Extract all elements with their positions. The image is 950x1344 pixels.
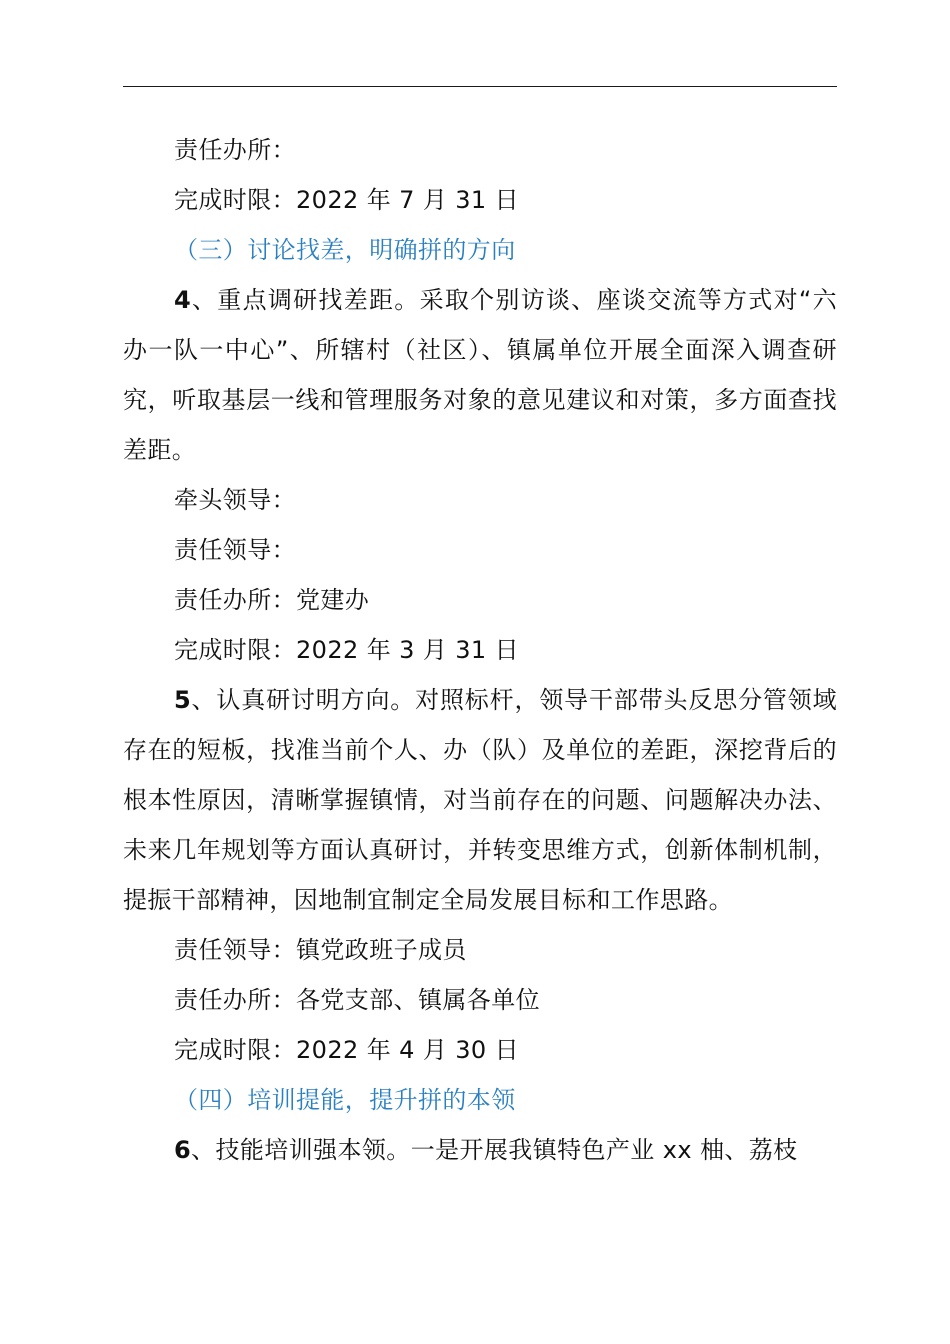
- paragraph-text: 、重点调研找差距。采取个别访谈、座谈交流等方式对“六办一队一中心”、所辖村（社区）、镇属单位开展全面深入调查研究，听取基层一线和管理服务对象的意见建议和对策，多方面查找差距。: [123, 286, 837, 464]
- responsible-office-line: 责任办所：: [174, 136, 296, 164]
- section-heading: （三）讨论找差，明确拼的方向: [174, 236, 516, 264]
- responsible-leader-line: 责任领导：: [174, 536, 296, 564]
- item-number: 5: [174, 686, 192, 714]
- responsible-office-line: 责任办所：各党支部、镇属各单位: [174, 986, 540, 1014]
- responsible-leader-line: 责任领导：镇党政班子成员: [174, 936, 467, 964]
- item-number: 4: [174, 286, 192, 314]
- paragraph-6: [123, 1125, 837, 1175]
- responsible-office-line: 责任办所：党建办: [174, 586, 370, 614]
- deadline-line: 完成时限：2022 年 7 月 31 日: [174, 186, 520, 214]
- deadline-line: 完成时限：2022 年 4 月 30 日: [174, 1036, 520, 1064]
- lead-leader-line: 牵头领导：: [174, 486, 296, 514]
- paragraph-5: [123, 675, 837, 925]
- document-body: [123, 125, 837, 1175]
- item-number: 6: [174, 1136, 192, 1164]
- paragraph-text: 、技能培训强本领。一是开展我镇特色产业 xx 柚、荔枝: [191, 1136, 798, 1164]
- paragraph-4: [123, 275, 837, 475]
- section-heading: （四）培训提能，提升拼的本领: [174, 1086, 516, 1114]
- header-rule: [123, 86, 837, 87]
- paragraph-text: 、认真研讨明方向。对照标杆，领导干部带头反思分管领域存在的短板，找准当前个人、办（队）及单位的差距，深挖背后的根本性原因，清晰掌握镇情，对当前存在的问题、问题解决办法、未来几年规划等方面认真研讨，并转变思维方式，创新体制机制，提振干部精神，因地制宜制定全局发展目标和工作思路。: [123, 686, 837, 914]
- deadline-line: 完成时限：2022 年 3 月 31 日: [174, 636, 520, 664]
